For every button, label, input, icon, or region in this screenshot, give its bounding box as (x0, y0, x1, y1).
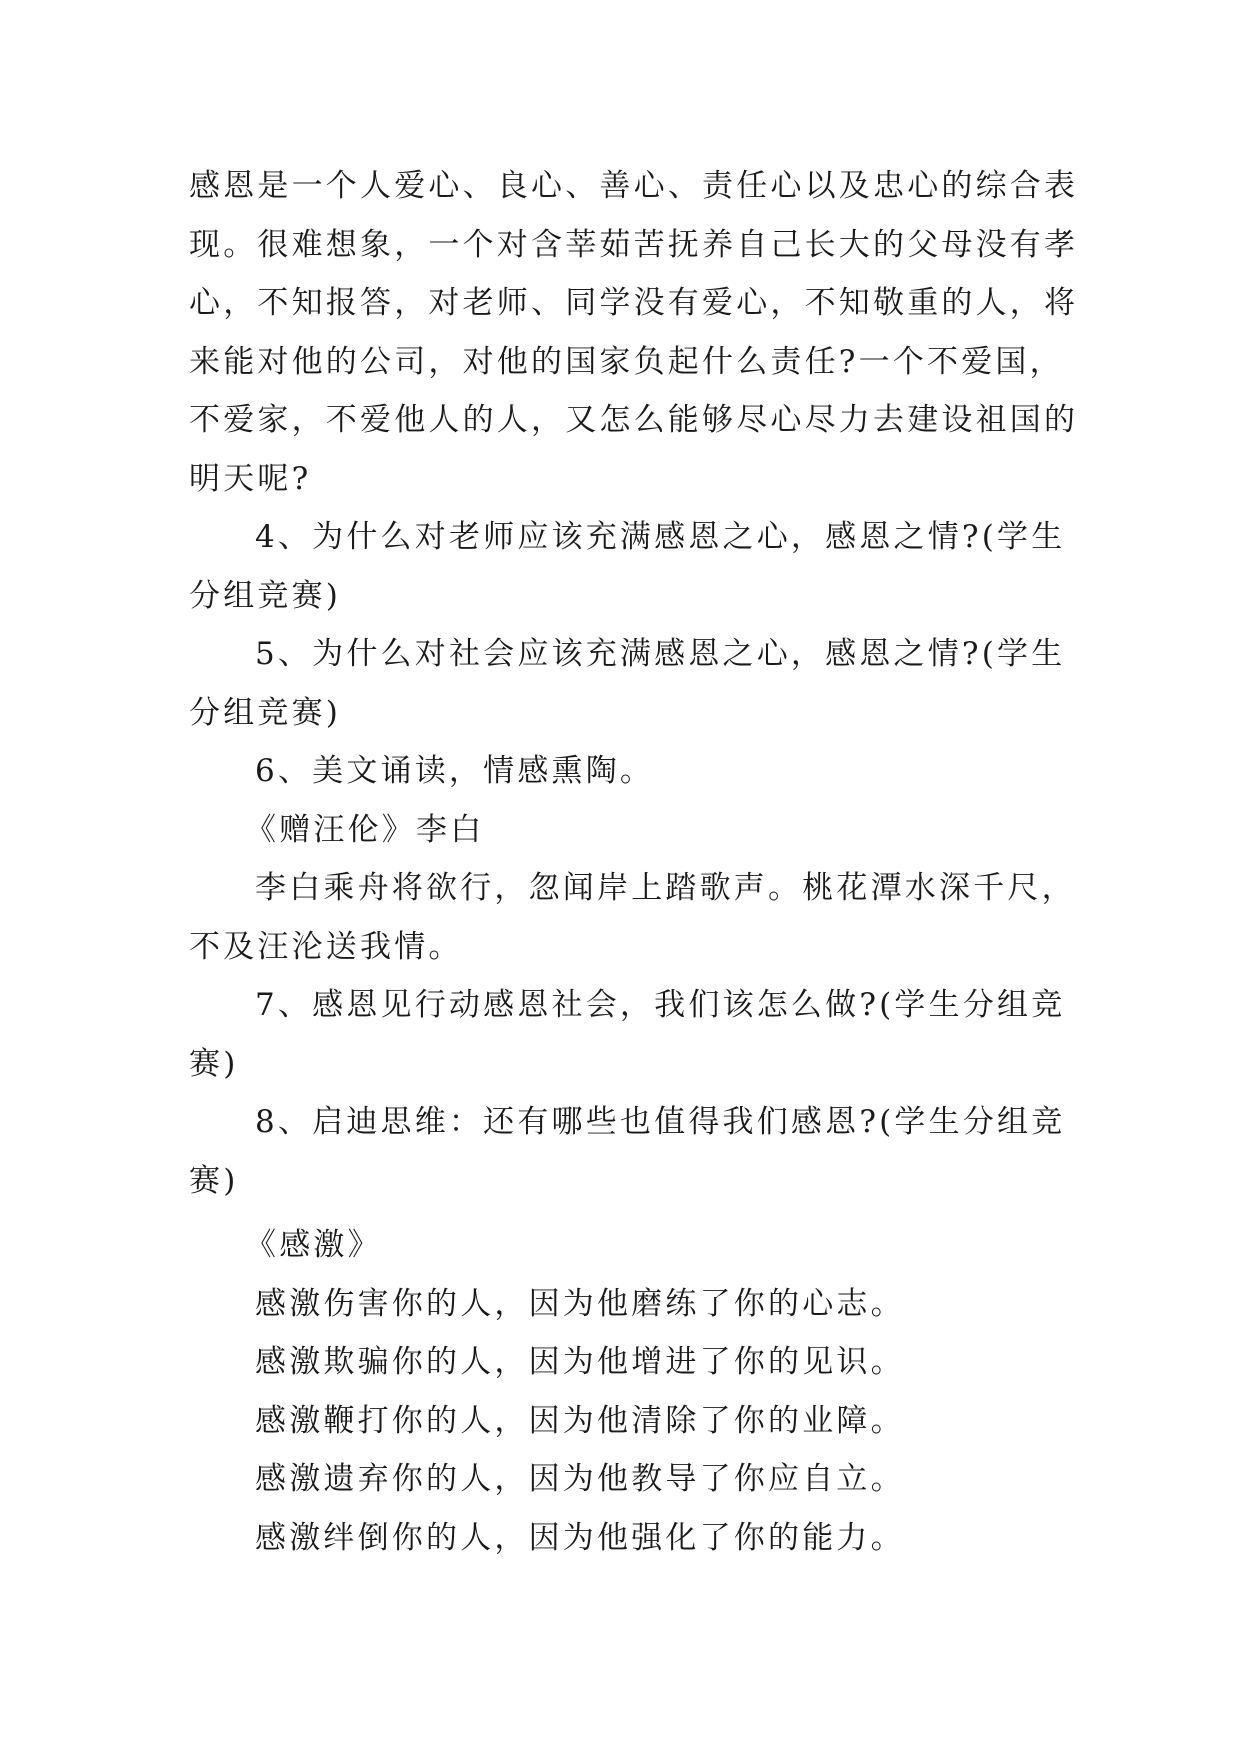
question-7-continuation: 赛) (189, 1045, 239, 1082)
question-6-line: 6、美文诵读，情感熏陶。 (255, 753, 655, 789)
question-4-continuation: 分组竞赛) (189, 577, 342, 614)
poem-line: 李白乘舟将欲行，忽闻岸上踏歌声。桃花潭水深千尺， (255, 870, 1076, 906)
paragraph-line: 不爱家，不爱他人的人，又怎么能够尽心尽力去建设祖国的 (189, 402, 1079, 438)
gratitude-line: 感激鞭打你的人，因为他清除了你的业障。 (255, 1402, 905, 1439)
gratitude-line: 感激欺骗你的人，因为他增进了你的见识。 (255, 1344, 905, 1380)
gratitude-line: 感激遗弃你的人，因为他教导了你应自立。 (255, 1461, 905, 1497)
question-7-line: 7、感恩见行动感恩社会，我们该怎么做?(学生分组竞 (255, 987, 1066, 1023)
gratitude-line: 感激绊倒你的人，因为他强化了你的能力。 (255, 1519, 905, 1556)
question-8-continuation: 赛) (189, 1162, 239, 1199)
question-4-line: 4、为什么对老师应该充满感恩之心，感恩之情?(学生 (255, 519, 1066, 555)
question-5-line: 5、为什么对社会应该充满感恩之心，感恩之情?(学生 (255, 636, 1066, 672)
paragraph-line: 来能对他的公司，对他的国家负起什么责任?一个不爱国， (189, 343, 1064, 380)
gratitude-line: 感激伤害你的人，因为他磨练了你的心志。 (255, 1285, 905, 1322)
document-body (189, 157, 1079, 1567)
poem-title: 《赠汪伦》李白 (245, 811, 485, 848)
paragraph-line: 现。很难想象，一个对含莘茹苦抚养自己长大的父母没有孝 (189, 226, 1079, 263)
paragraph-line: 感恩是一个人爱心、良心、善心、责任心以及忠心的综合表 (189, 168, 1079, 204)
paragraph-line: 心，不知报答，对老师、同学没有爱心，不知敬重的人，将 (189, 285, 1079, 321)
question-8-line: 8、启迪思维：还有哪些也值得我们感恩?(学生分组竞 (255, 1104, 1066, 1140)
paragraph-line: 明天呢? (189, 460, 312, 497)
gratitude-title: 《感激》 (245, 1227, 382, 1263)
question-5-continuation: 分组竞赛) (189, 694, 342, 731)
poem-line-continuation: 不及汪沦送我情。 (189, 928, 463, 965)
